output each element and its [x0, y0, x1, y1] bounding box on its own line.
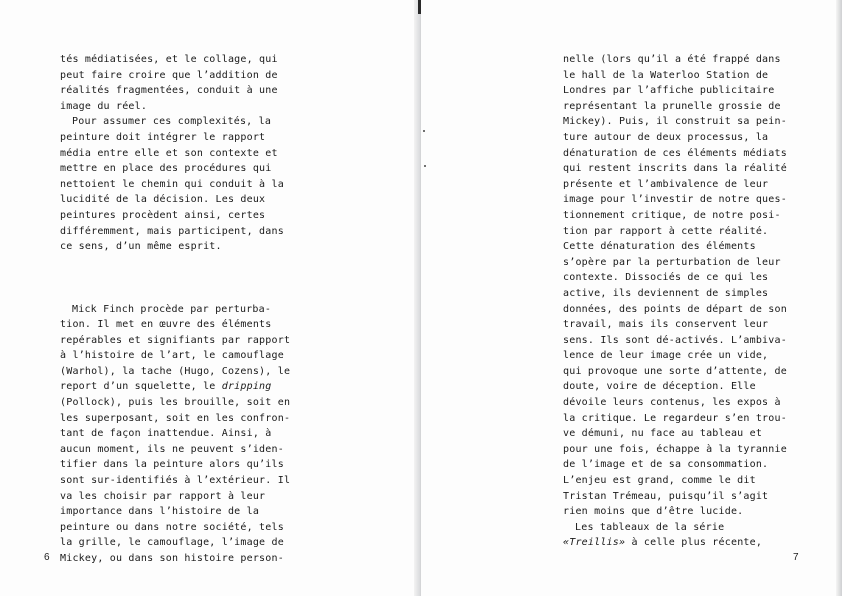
text-line: Mickey). Puis, il construit sa pein- [563, 116, 787, 128]
paragraph [563, 52, 795, 520]
text-line: doute, voire de déception. Elle [563, 381, 756, 393]
text-line: lucidité de la décision. Les deux [60, 194, 266, 206]
text-line: repérables et signifiants par rapport [60, 334, 291, 346]
text-line: qui provoque une sorte d’attente, de [563, 365, 787, 377]
text-line: image du réel. [60, 100, 148, 112]
text-line: tionnement critique, de notre posi- [563, 209, 781, 221]
paragraph [60, 52, 286, 114]
text-line: peut faire croire que l’addition de [60, 69, 278, 81]
text-line: sont sur-identifiés à l’extérieur. Il [60, 475, 291, 487]
text-line: à l’histoire de l’art, le camouflage [60, 350, 284, 362]
text-line: dévoile leurs contenus, les expos à [563, 397, 781, 409]
text-line: ture autour de deux processus, la [563, 131, 769, 143]
page-number-left: 6 [44, 552, 50, 563]
text-line: présente et l’ambivalence de leur [563, 178, 769, 190]
text-line: Tristan Trémeau, puisqu’il s’agit [563, 490, 769, 502]
text-line: dénaturation de ces éléments médiats [563, 147, 787, 159]
text-line: lence de leur image crée un vide, [563, 350, 769, 362]
text-line: nelle (lors qu’il a été frappé dans [563, 54, 781, 65]
text-line: média entre elle et son contexte et [60, 147, 278, 159]
text-line: s’opère par la perturbation de leur [563, 256, 781, 268]
text-line: tion. Il met en œuvre des éléments [60, 319, 272, 331]
paragraph [60, 395, 291, 567]
text-line: ve démuni, nu face au tableau et [563, 428, 763, 440]
text-line: mettre en place des procédures qui [60, 163, 272, 175]
text-line: Cette dénaturation des éléments [563, 241, 756, 253]
text-line: Mickey, ou dans son histoire person- [60, 553, 284, 564]
text-line: de l’image et de sa consommation. [563, 459, 769, 471]
right-text-column [563, 52, 795, 551]
text-line: le hall de la Waterloo Station de [563, 69, 769, 81]
text-line: L’enjeu est grand, comme le dit [563, 475, 756, 487]
print-speck [424, 165, 426, 167]
paragraph [60, 302, 291, 380]
text-line: Mick Finch procède par perturba- [72, 303, 272, 315]
text-line: tifier dans la peinture alors qu’ils [60, 459, 284, 471]
print-speck [423, 130, 425, 132]
text-line: tés médiatisées, et le collage, qui [60, 54, 278, 65]
text-line: la critique. Le regardeur s’en trou- [563, 412, 787, 424]
text-line: tion par rapport à cette réalité. [563, 225, 769, 237]
text-line: représentant la prunelle grossie de [563, 100, 781, 112]
text-line: (Pollock), puis les brouille, soit en [60, 397, 291, 409]
text-line: aucun moment, ils ne peuvent s’iden- [60, 443, 284, 455]
text-line: peintures procèdent ainsi, certes [60, 209, 266, 221]
text-line: contexte. Dissociés de ce qui les [563, 272, 769, 284]
text-line: va les choisir par rapport à leur [60, 490, 266, 502]
text-line: peinture doit intégrer le rapport [60, 131, 266, 143]
text-line: la grille, le camouflage, l’image de [60, 537, 284, 549]
page-edge [836, 0, 842, 596]
text-line: réalités fragmentées, conduit à une [60, 85, 278, 97]
text-line: sens. Ils sont dé-activés. L’ambiva- [563, 334, 787, 346]
text-line: importance dans l’histoire de la [60, 506, 260, 518]
text-line: rien moins que d’être lucide. [563, 506, 744, 518]
text-line: différemment, mais participent, dans [60, 225, 284, 237]
text-line: Pour assumer ces complexités, la [72, 116, 272, 128]
page-number-right: 7 [793, 552, 799, 563]
text-line: travail, mais ils conservent leur [563, 319, 769, 331]
left-text-column [60, 52, 291, 567]
text-line: qui restent inscrits dans la réalité [563, 163, 787, 175]
text-line: pour une fois, échappe à la tyrannie [563, 443, 787, 455]
text-line: tant de façon inattendue. Ainsi, à [60, 428, 272, 440]
paragraph [563, 520, 795, 536]
text-line: les superposant, soit en les confron- [60, 412, 291, 424]
text-line: active, ils deviennent de simples [563, 287, 769, 299]
text-line: données, des points de départ de son [563, 303, 787, 315]
paragraph [60, 114, 286, 254]
text-line: (Warhol), la tache (Hugo, Cozens), le [60, 365, 291, 377]
text-line: Londres par l’affiche publicitaire [563, 85, 775, 97]
text-line: ce sens, d’un même esprit. [60, 241, 222, 253]
text-line: nettoient le chemin qui conduit à la [60, 178, 284, 190]
text-line: Les tableaux de la série [575, 521, 725, 533]
text-line: report d’un squelette, le dripping [60, 381, 272, 393]
text-line: image pour l’investir de notre ques- [563, 194, 787, 206]
text-line: peinture ou dans notre société, tels [60, 521, 284, 533]
text-line: «Treillis» à celle plus récente, [563, 537, 763, 549]
